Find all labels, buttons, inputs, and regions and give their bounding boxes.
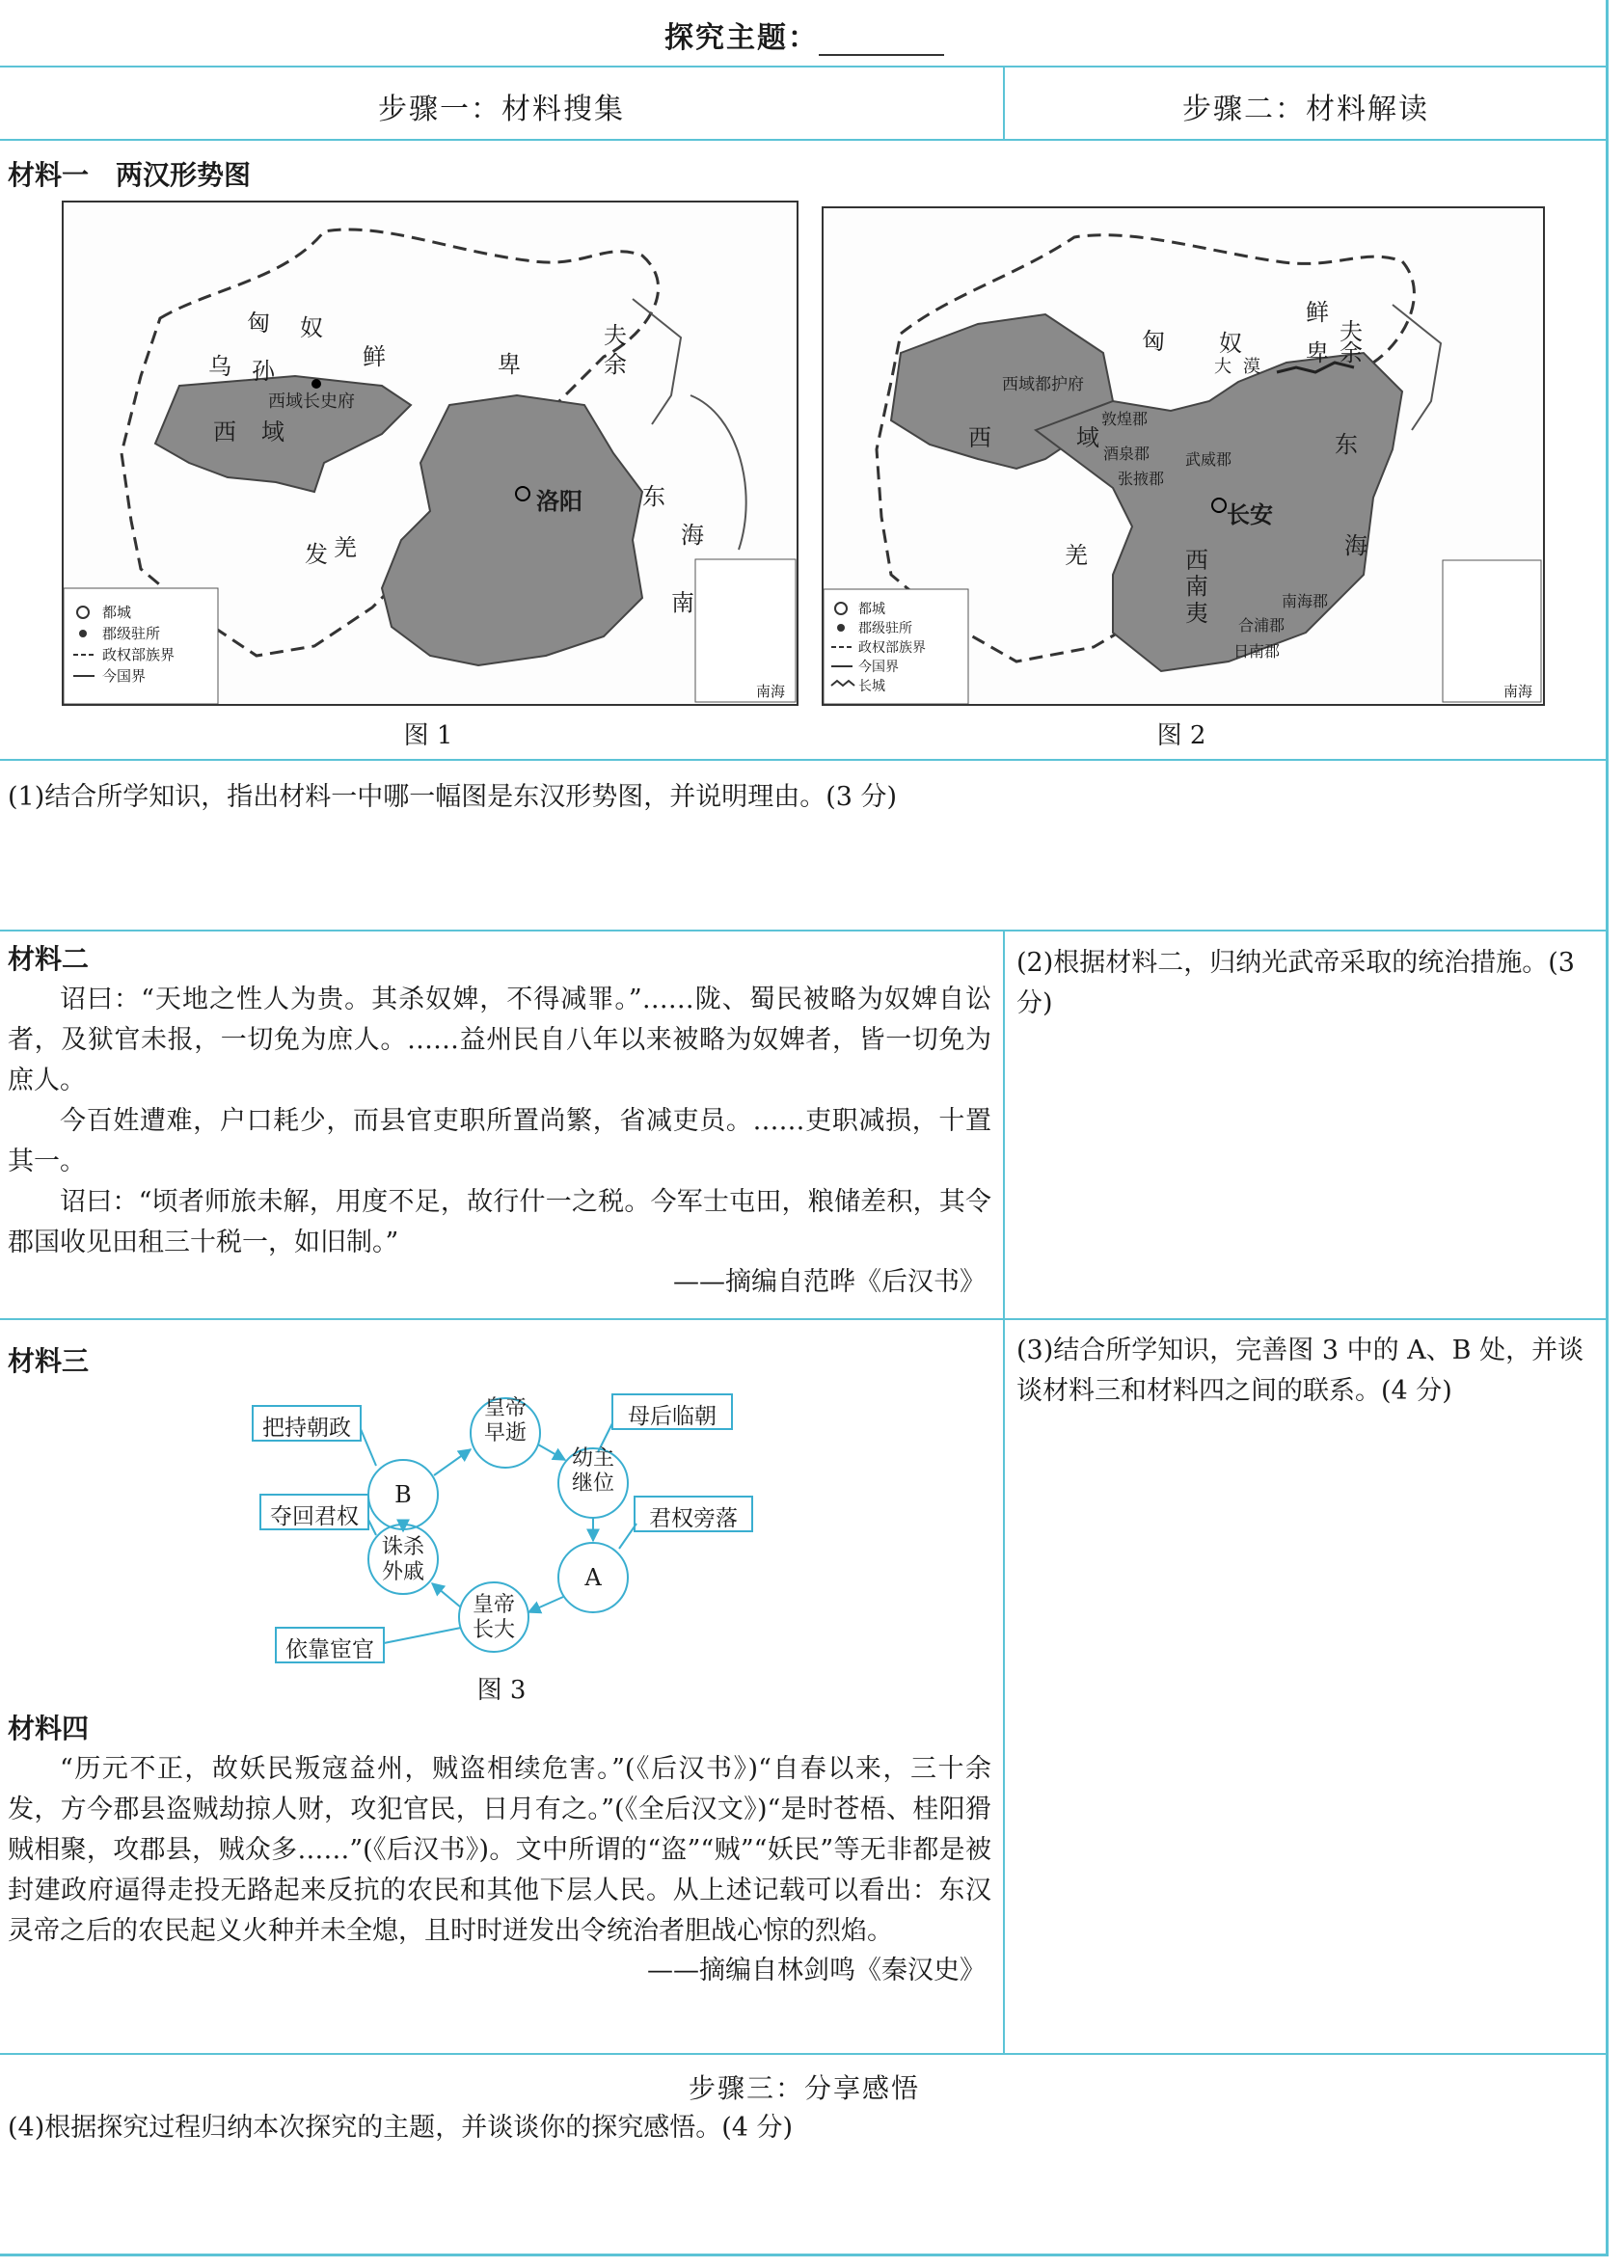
rule [1003, 932, 1005, 2053]
label-duohui: 夺回君权 [270, 1504, 359, 1529]
map1-caption: 图 1 [403, 721, 453, 750]
arrow [434, 1449, 471, 1475]
map1-place: 发 [305, 541, 328, 568]
map2-legend: 政权部族界 [858, 640, 926, 656]
callout-line [368, 1520, 376, 1535]
map2-place: 张掖郡 [1118, 470, 1165, 488]
map1-legend: 政权部族界 [102, 646, 176, 663]
map2-caption: 图 2 [1156, 721, 1206, 750]
rule [0, 759, 1609, 761]
material2-paragraph: 诏曰：“顷者师旅未解，用度不足，故行什一之税。今军士屯田，粮储差积，其令郡国收见田租三十税一，如旧制。” [8, 1187, 991, 1257]
map2-place: 奴 [1219, 330, 1242, 357]
map1-place: 南 [671, 589, 694, 616]
theme-blank[interactable] [819, 29, 944, 56]
map1-place: 西域长史府 [268, 392, 355, 412]
material2-source: ——摘编自范晔《后汉书》 [673, 1267, 986, 1297]
node-top: 皇帝早逝 [483, 1396, 527, 1445]
map2-place: 漠 [1243, 357, 1260, 377]
material3-title: 材料三 [8, 1345, 90, 1377]
rule [0, 930, 1609, 932]
map2-legend: 今国界 [858, 660, 899, 675]
map-eastern-han [62, 201, 798, 706]
material4-block [8, 1709, 991, 1990]
diagram-caption: 图 3 [476, 1676, 527, 1705]
node-a: A [584, 1564, 602, 1591]
map1-place: 匈 [247, 310, 270, 337]
map1-place: 海 [681, 522, 704, 549]
map2-place: 西 [1185, 547, 1208, 574]
map1-inset-label: 南海 [756, 683, 786, 700]
map2-place: 夫 [1340, 318, 1363, 345]
map2-place: 合浦郡 [1238, 616, 1286, 634]
arrow [432, 1583, 461, 1607]
callout-line [361, 1429, 376, 1466]
map1-place: 夫 [604, 322, 627, 349]
material2-block [8, 939, 991, 1302]
material2-title: 材料二 [8, 943, 90, 975]
map1-place: 卑 [498, 351, 521, 378]
material1-title: 材料一 两汉形势图 [8, 159, 252, 191]
theme-row [0, 14, 1609, 56]
legend-commandery-icon [79, 630, 87, 637]
material4-paragraph: “历元不正，故妖民叛寇益州，贼盗相续危害。”(《后汉书》)“自春以来，三十余发，方今郡县盗贼劫掠人财，攻犯官民，日月有之。”(《全后汉文》)“是时苍梧、桂阳猾贼相聚，攻郡县，贼众多……”(《后汉书》)。文中所谓的“盗”“贼”“妖民”等无非都是被封建政府逼得走投无路起来反抗的农民和其他下层人民。从上述记载可以看出：东汉灵帝之后的农民起义火种并未全熄，且时时迸发出令统治者胆战心惊的烈焰。 [8, 1754, 991, 1946]
map2-legend: 长城 [858, 679, 885, 694]
map2-place: 南 [1185, 573, 1208, 600]
map2-place: 余 [1340, 339, 1363, 366]
map2-place: 匈 [1142, 328, 1165, 355]
legend-commandery-icon [837, 624, 845, 632]
map1-place: 洛阳 [536, 487, 582, 515]
label-zhengzheng: 把持朝政 [262, 1416, 351, 1441]
map2-place: 大 [1214, 357, 1232, 377]
rule [0, 2053, 1609, 2055]
step3-title: 步骤三：分享感悟 [688, 2072, 920, 2104]
map1-place: 域 [261, 418, 284, 446]
map1-legend: 都城 [102, 604, 132, 621]
callout-line [384, 1628, 461, 1643]
theme-label: 探究主题： [664, 21, 819, 55]
node-b: B [394, 1481, 412, 1508]
map1-svg [64, 202, 797, 704]
map1-place: 奴 [300, 314, 323, 341]
rule [0, 1318, 1609, 1320]
map1-place: 东 [642, 483, 665, 510]
map2-place: 东 [1335, 431, 1358, 458]
label-yikao: 依靠宦官 [285, 1637, 374, 1662]
label-muhou: 母后临朝 [628, 1404, 717, 1429]
material2-paragraph: 诏曰：“天地之性人为贵。其杀奴婢，不得减罪。”……陇、蜀民被略为奴婢自讼者，及狱官未报，一切免为庶人。……益州民自八年以来被略为奴婢者，皆一切免为庶人。 [8, 985, 991, 1095]
label-junquan: 君权旁落 [649, 1506, 738, 1531]
material4-source: ——摘编自林剑鸣《秦汉史》 [647, 1956, 986, 1985]
question-1: (1)结合所学知识，指出材料一中哪一幅图是东汉形势图，并说明理由。(3 分) [8, 782, 898, 812]
step1-title: 步骤一：材料搜集 [378, 93, 625, 126]
map2-place: 长安 [1227, 500, 1273, 528]
material2-paragraph: 今百姓遭难，户口耗少，而县官吏职所置尚繁，省减吏员。……吏职减损，十置其一。 [8, 1106, 991, 1176]
map1-place: 羌 [334, 534, 357, 561]
map1-place: 乌 [208, 353, 231, 380]
node-grow: 皇帝长大 [472, 1593, 515, 1642]
rule [0, 139, 1609, 141]
question-3: (3)结合所学知识，完善图 3 中的 A、B 处，并谈谈材料三和材料四之间的联系。(4 分) [1016, 1336, 1584, 1406]
map2-place: 敦煌郡 [1101, 410, 1149, 428]
map1-place: 孙 [252, 358, 275, 385]
arrow [528, 1597, 563, 1612]
material4-title: 材料四 [8, 1713, 90, 1744]
map2-place: 酒泉郡 [1103, 445, 1150, 463]
map1-legend: 今国界 [102, 667, 147, 685]
map2-legend: 郡级驻所 [858, 621, 912, 636]
node-youzhu: 幼主继位 [571, 1446, 614, 1496]
map2-place: 域 [1076, 424, 1099, 451]
map2-legend: 都城 [858, 602, 885, 617]
map2-place: 卑 [1306, 339, 1329, 366]
map2-place: 夷 [1185, 600, 1208, 627]
map1-place: 余 [604, 351, 627, 378]
map2-inset-label: 南海 [1503, 683, 1533, 700]
map2-place: 鲜 [1306, 299, 1329, 326]
question-4: (4)根据探究过程归纳本次探究的主题，并谈谈你的探究感悟。(4 分) [8, 2113, 794, 2143]
rule [0, 66, 1609, 68]
map-western-han [822, 206, 1545, 706]
map1-place: 西 [213, 418, 236, 446]
map2-place: 西域都护府 [1002, 375, 1084, 394]
map2-place: 日南郡 [1233, 642, 1281, 661]
map1-legend: 郡级驻所 [102, 625, 161, 642]
arrow [538, 1444, 565, 1460]
map2-place: 羌 [1065, 542, 1088, 569]
map2-place: 南海郡 [1282, 592, 1329, 610]
map1-place: 鲜 [363, 343, 386, 370]
map2-place: 武威郡 [1185, 450, 1232, 469]
node-kill: 诛杀外戚 [381, 1535, 424, 1584]
step2-title: 步骤二：材料解读 [1182, 93, 1429, 126]
map2-place: 西 [968, 424, 991, 451]
map2-place: 海 [1344, 532, 1367, 559]
question-2: (2)根据材料二，归纳光武帝采取的统治措施。(3 分) [1016, 948, 1575, 1018]
map2-svg [824, 208, 1543, 704]
